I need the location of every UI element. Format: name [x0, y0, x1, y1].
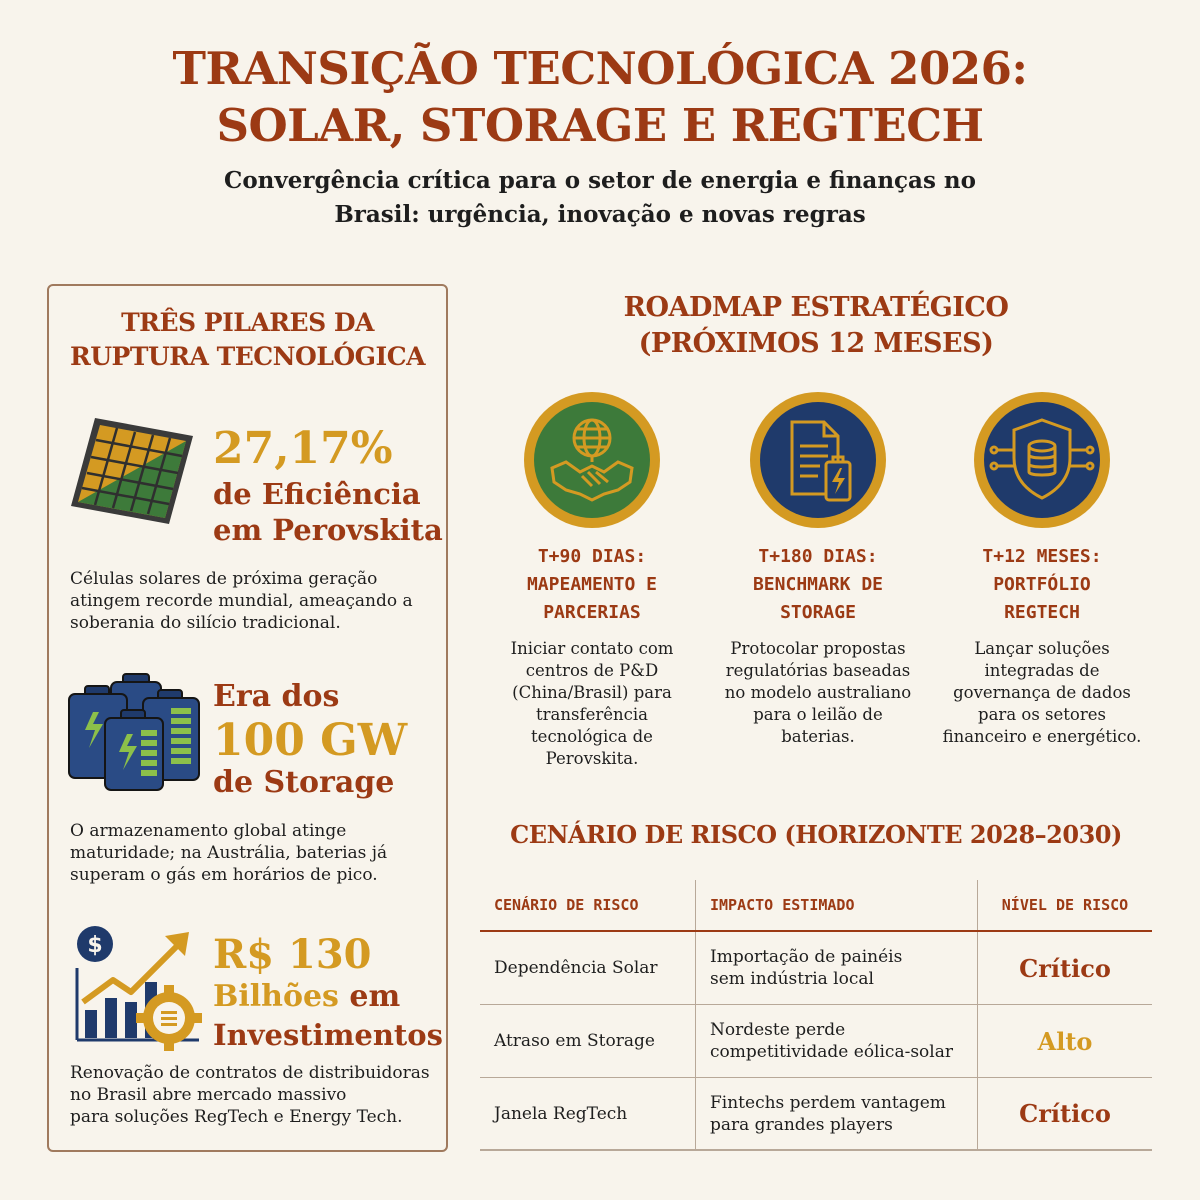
- risk-impact-line: Fintechs perdem vantagem: [710, 1092, 946, 1113]
- step-1-desc-line: tecnológica de: [531, 727, 653, 746]
- step-2-desc-line: Protocolar propostas: [730, 639, 906, 658]
- step-2-desc-line: baterias.: [781, 727, 855, 746]
- pillar-3-desc-line: para soluções RegTech e Energy Tech.: [70, 1107, 403, 1127]
- risk-impact-cell: [695, 932, 977, 1004]
- risk-impact-line: Nordeste perde: [710, 1020, 846, 1040]
- step-1-desc-line: centros de P&D: [525, 661, 659, 680]
- roadmap-title: [480, 290, 1152, 362]
- header: [0, 40, 1200, 232]
- risk-impact-line: competitividade eólica-solar: [710, 1042, 953, 1062]
- step-2-title-line: STORAGE: [780, 602, 856, 623]
- pillar-3-label-gold: Bilhões: [213, 979, 339, 1014]
- step-3-desc-line: Lançar soluções: [974, 639, 1110, 658]
- step-3-desc-line: integradas de: [984, 661, 1100, 680]
- roadmap-title-line-2: (PRÓXIMOS 12 MESES): [638, 328, 994, 359]
- step-3-title-line: PORTFÓLIO: [993, 574, 1091, 595]
- step-2-description: [698, 638, 938, 748]
- table-row: [480, 1005, 1152, 1078]
- pillar-2-desc-line: maturidade; na Austrália, baterias já: [70, 843, 388, 863]
- table-header-row: [480, 880, 1152, 932]
- pillar-2-label-bottom: de Storage: [213, 765, 395, 800]
- step-1-desc-line: Iniciar contato com: [510, 639, 674, 658]
- pillar-3-value: R$ 130: [213, 931, 372, 978]
- step-2-title: [698, 543, 938, 627]
- pillars-title: [49, 306, 446, 374]
- step-2-desc-line: no modelo australiano: [724, 683, 912, 702]
- step-3-title: [922, 543, 1162, 627]
- pillars-title-line-2: RUPTURA TECNOLÓGICA: [69, 342, 426, 371]
- table-row: [480, 1078, 1152, 1151]
- pillar-3-desc-line: Renovação de contratos de distribuidoras: [70, 1063, 430, 1083]
- step-3-desc-line: financeiro e energético.: [942, 727, 1142, 746]
- step-1-desc-line: transferência: [536, 705, 648, 724]
- risk-scenario-cell: Atraso em Storage: [494, 1031, 655, 1051]
- pillar-1-desc-line: soberania do silício tradicional.: [70, 613, 341, 633]
- risk-level-cell: Alto: [977, 1005, 1152, 1077]
- battery-storage-icon: [67, 668, 207, 797]
- risk-title: CENÁRIO DE RISCO (HORIZONTE 2028–2030): [510, 820, 1122, 849]
- step-2-title-line: BENCHMARK DE: [752, 574, 884, 595]
- pillar-1-label-2: em Perovskita: [213, 513, 443, 547]
- pillars-title-line-1: TRÊS PILARES DA: [121, 308, 374, 337]
- pillar-1-desc-line: atingem recorde mundial, ameaçando a: [70, 591, 413, 611]
- column-header-level: NÍVEL DE RISCO: [977, 880, 1152, 930]
- risk-impact-line: sem indústria local: [710, 969, 874, 989]
- risk-impact-line: para grandes players: [710, 1114, 893, 1135]
- pillar-1-value: 27,17%: [213, 423, 393, 474]
- step-1-desc-line: (China/Brasil) para: [512, 683, 672, 702]
- page-subtitle: [0, 164, 1200, 232]
- pillar-1-desc-line: Células solares de próxima geração: [70, 569, 378, 589]
- pillar-3-description: [70, 1062, 445, 1128]
- pillar-3-label-em: em: [349, 979, 401, 1014]
- risk-impact-cell: [695, 1078, 977, 1149]
- pillar-3-desc-line: no Brasil abre mercado massivo: [70, 1085, 347, 1105]
- pillar-3-label-1: [213, 978, 400, 1016]
- step-3-title-line: REGTECH: [1004, 602, 1080, 623]
- risk-table: [480, 880, 1152, 1151]
- step-1-title: [472, 543, 712, 627]
- step-1-desc-line: Perovskita.: [545, 749, 639, 768]
- pillar-1-description: [70, 568, 445, 634]
- solar-panel-icon: [67, 414, 197, 533]
- pillar-1-label-1: de Eficiência: [213, 477, 421, 511]
- roadmap-title-line-1: ROADMAP ESTRATÉGICO: [623, 292, 1009, 323]
- svg-text:$: $: [87, 933, 103, 958]
- pillar-2-label-top: Era dos: [213, 679, 340, 714]
- step-1-description: [472, 638, 712, 770]
- step-3-desc-line: para os setores: [978, 705, 1106, 724]
- step-3-desc-line: governança de dados: [953, 683, 1131, 702]
- pillar-2-value: 100 GW: [213, 715, 408, 766]
- investment-growth-icon: [67, 922, 207, 1056]
- step-2-title-line: T+180 DIAS:: [758, 546, 878, 567]
- risk-impact-line: Importação de painéis: [710, 947, 903, 967]
- step-3-description: [922, 638, 1162, 748]
- pillar-2-description: [70, 820, 445, 886]
- step-1-title-line: PARCERIAS: [543, 602, 641, 623]
- risk-scenario-cell: Janela RegTech: [494, 1103, 628, 1124]
- column-header-scenario: CENÁRIO DE RISCO: [494, 896, 639, 914]
- title-line-1: TRANSIÇÃO TECNOLÓGICA 2026:: [172, 42, 1028, 95]
- globe-handshake-icon: [522, 390, 662, 530]
- title-line-2: SOLAR, STORAGE E REGTECH: [216, 99, 984, 152]
- risk-level-cell: Crítico: [977, 1078, 1152, 1149]
- pillars-panel: [47, 284, 448, 1152]
- subtitle-line-1: Convergência crítica para o setor de energia e finanças no: [224, 167, 976, 194]
- pillar-2-desc-line: superam o gás em horários de pico.: [70, 865, 378, 885]
- document-battery-icon: [748, 390, 888, 530]
- risk-impact-cell: [695, 1005, 977, 1077]
- risk-scenario-cell: Dependência Solar: [494, 958, 658, 978]
- page-title: [0, 40, 1200, 154]
- pillar-2-desc-line: O armazenamento global atinge: [70, 821, 347, 841]
- table-row: [480, 932, 1152, 1005]
- step-3-title-line: T+12 MESES:: [982, 546, 1102, 567]
- pillar-3-label-2: Investimentos: [213, 1018, 443, 1052]
- step-1-title-line: T+90 DIAS:: [537, 546, 647, 567]
- shield-database-icon: [972, 390, 1112, 530]
- step-2-desc-line: para o leilão de: [753, 705, 883, 724]
- risk-level-cell: Crítico: [977, 932, 1152, 1004]
- step-1-title-line: MAPEAMENTO E: [526, 574, 658, 595]
- subtitle-line-2: Brasil: urgência, inovação e novas regras: [334, 201, 866, 228]
- step-2-desc-line: regulatórias baseadas: [725, 661, 911, 680]
- column-header-impact: IMPACTO ESTIMADO: [695, 880, 977, 930]
